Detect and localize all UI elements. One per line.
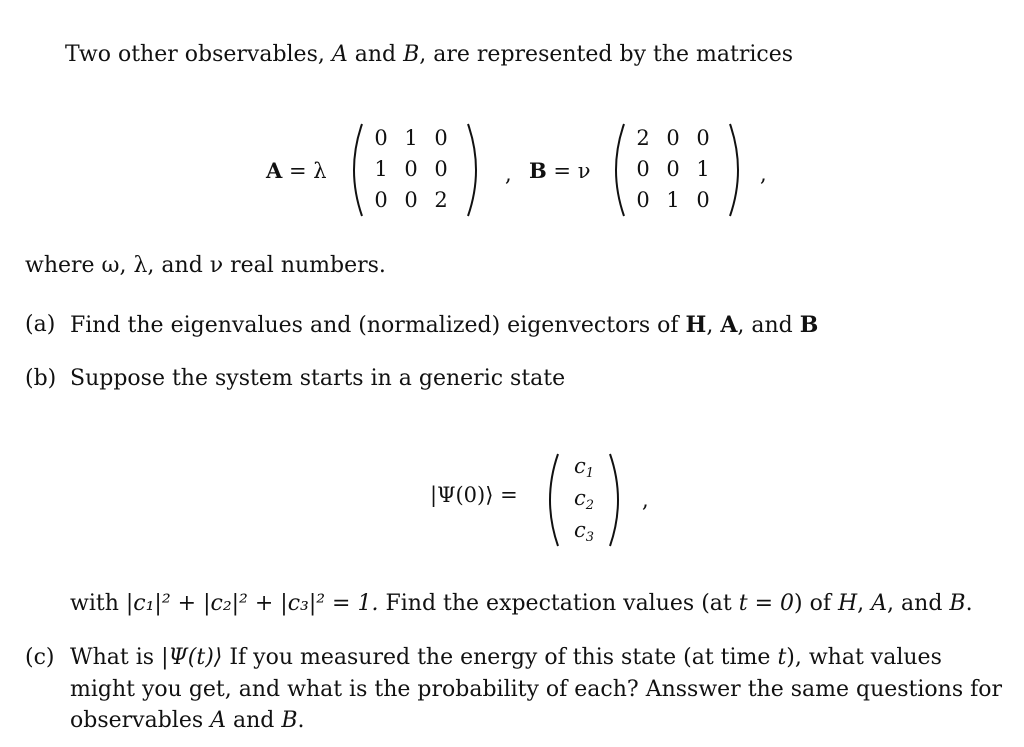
intro-line [65,41,793,69]
coef-sub: 2 [585,498,595,513]
matrix-a [342,122,492,218]
state-lhs: |Ψ(0)⟩ = [430,483,518,507]
sep: , [857,591,872,616]
matrix-b-equals-nu: = ν [546,159,591,183]
followup-text: ) of [794,591,838,616]
matrix-a-symbol: A [266,158,283,183]
matrix-b-cell: 0 [696,188,710,212]
t-expr: t = 0 [738,591,794,616]
matrix-a-cell: 1 [374,157,388,181]
matrix-a-left-paren [342,122,368,218]
matrix-b-cell: 1 [696,157,710,181]
state-vector-c3 [574,518,594,545]
matrix-a-lhs [266,158,327,183]
c-and: and [226,708,282,733]
part-b-followup [70,590,973,618]
matrix-b-cell: 0 [636,157,650,181]
period: . [965,591,973,616]
part-c-line2: might you get, and what is the probability of each? Ansswer the same questions for [70,677,1003,702]
part-a-label: (a) [25,312,56,337]
coef: c [574,486,586,510]
matrix-b-cell: 2 [636,126,650,150]
normalization-expr: |c₁|² + |c₂|² + |c₃|² = 1. [125,591,379,616]
part-a-body: Find the eigenvalues and (normalized) eigenvectors of [70,313,686,338]
part-c-line3 [70,707,305,735]
coef: c [574,454,586,478]
part-a-sep: , and [737,313,800,338]
coef: c [574,518,586,542]
matrix-a-cell: 0 [434,126,448,150]
c-obs-a: A [210,708,227,733]
part-a-h: H [685,312,707,338]
matrix-a-cell: 0 [404,157,418,181]
intro-suffix: , are represented by the matrices [419,42,794,67]
c-line1-end: ), what values [786,645,942,670]
matrix-b-cell: 0 [636,188,650,212]
matrix-a-cell: 0 [434,157,448,181]
state-vector-right-paren [604,452,630,548]
c-t: t [777,645,787,670]
matrix-a-right-paren [462,122,488,218]
matrix-b-left-paren [604,122,630,218]
matrix-b-cell: 0 [696,126,710,150]
part-b-label: (b) [25,366,57,391]
matrix-a-cell: 0 [374,188,388,212]
obs-h: H [837,591,858,616]
followup-text: Find the expectation values (at [378,591,739,616]
part-a-sep: , [706,313,721,338]
matrix-b-lhs [529,158,590,183]
matrix-a-equals-lambda: = λ [282,159,327,183]
state-comma: , [642,488,649,512]
obs-b: B [949,591,966,616]
sep: , and [887,591,950,616]
c-line1-pre: What is [70,645,162,670]
intro-prefix: Two other observables, [65,42,332,67]
intro-var-b: B [403,42,420,67]
obs-a: A [871,591,888,616]
state-vector [538,452,630,548]
with-word: with [70,591,126,616]
part-b-text: Suppose the system starts in a generic state [70,366,566,391]
matrix-b-cell: 0 [666,157,680,181]
coef-sub: 3 [585,530,595,545]
c-obs-b: B [281,708,298,733]
c-line1-post: If you measured the energy of this state (at time [222,645,778,670]
intro-and: and [347,42,404,67]
matrix-b-symbol: B [529,158,547,183]
matrix-b-right-paren [724,122,750,218]
matrix-a-cell: 1 [404,126,418,150]
part-c-label: (c) [25,645,55,670]
part-a-text [70,311,818,340]
where-line: where ω, λ, and ν real numbers. [25,253,386,278]
part-c-line1 [70,644,942,672]
matrix-b-comma: , [760,162,767,186]
matrix-a-comma: , [505,162,512,186]
intro-var-a: A [331,42,348,67]
part-a-a: A [720,312,738,338]
c-period: . [297,708,305,733]
matrix-b [604,122,754,218]
part-a-b: B [799,312,819,338]
matrix-b-cell: 0 [666,126,680,150]
matrix-a-cell: 2 [434,188,448,212]
matrix-a-cell: 0 [404,188,418,212]
state-vector-left-paren [538,452,564,548]
coef-sub: 1 [585,466,595,481]
state-vector-c2 [574,486,594,513]
matrix-a-cell: 0 [374,126,388,150]
c-line3-pre: observables [70,708,211,733]
c-state: |Ψ(t)⟩ [161,645,223,670]
matrix-b-cell: 1 [666,188,680,212]
state-vector-c1 [574,454,594,481]
